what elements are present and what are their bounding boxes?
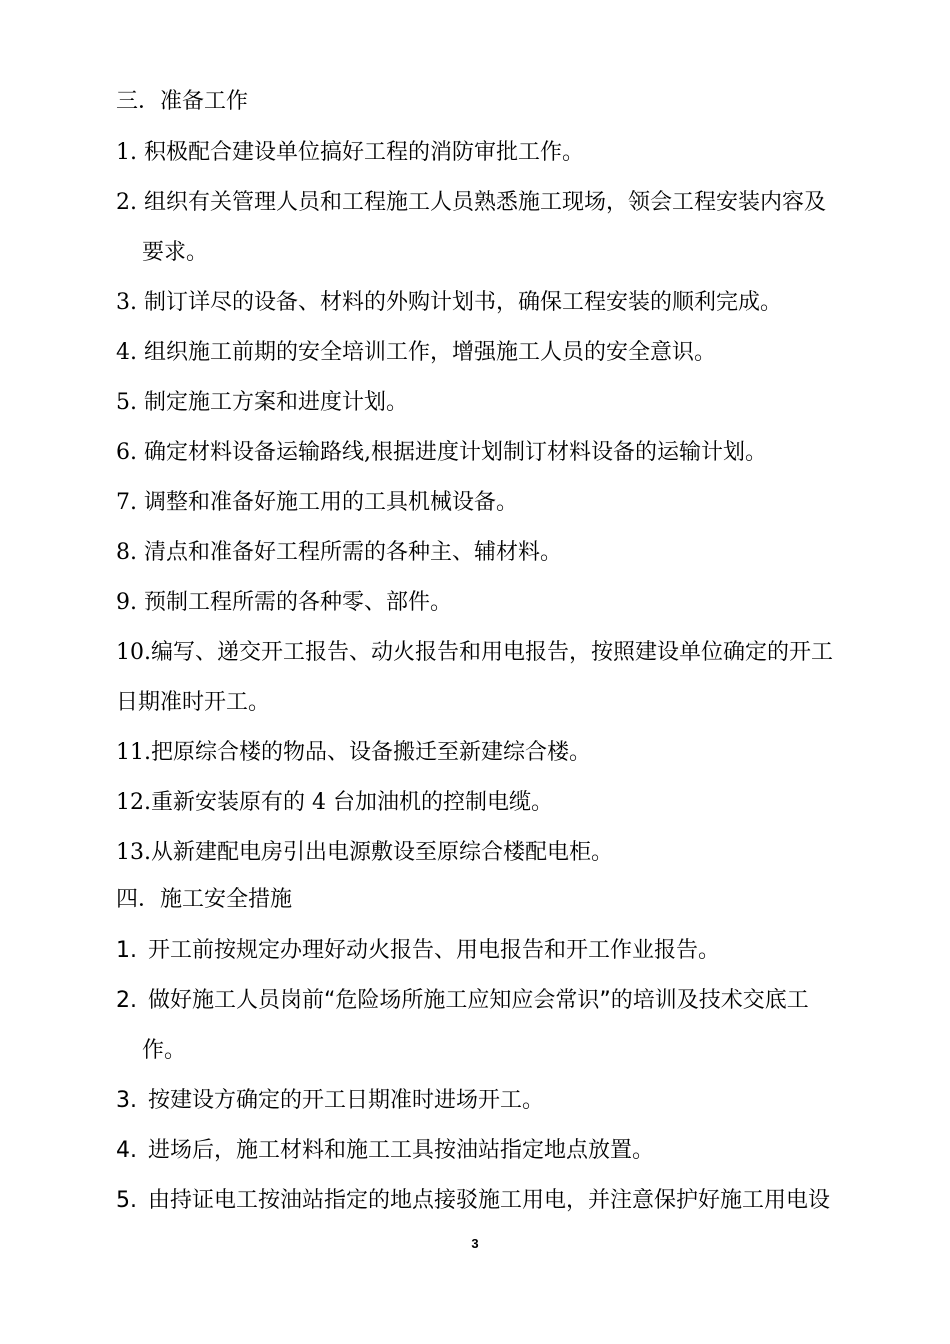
prep-item-8: 8. 清点和准备好工程所需的各种主、辅材料。	[116, 540, 562, 565]
prep-item-4: 4. 组织施工前期的安全培训工作，增强施工人员的安全意识。	[116, 340, 716, 365]
prep-item-12: 12.重新安装原有的 4 台加油机的控制电缆。	[116, 790, 553, 815]
prep-item-5: 5. 制定施工方案和进度计划。	[116, 390, 408, 415]
safety-item-1: 1. 开工前按规定办理好动火报告、用电报告和开工作业报告。	[116, 938, 721, 963]
safety-item-5: 5. 由持证电工按油站指定的地点接驳施工用电，并注意保护好施工用电设	[116, 1188, 831, 1213]
section-heading-preparation: 三．准备工作	[116, 89, 249, 114]
prep-item-11: 11.把原综合楼的物品、设备搬迁至新建综合楼。	[116, 740, 592, 765]
prep-item-9: 9. 预制工程所需的各种零、部件。	[116, 590, 452, 615]
prep-item-10: 10.编写、递交开工报告、动火报告和用电报告，按照建设单位确定的开工	[116, 640, 834, 665]
prep-item-13: 13.从新建配电房引出电源敷设至原综合楼配电柜。	[116, 840, 614, 865]
section-heading-safety: 四．施工安全措施	[116, 887, 293, 912]
safety-item-3: 3. 按建设方确定的开工日期准时进场开工。	[116, 1088, 545, 1113]
prep-item-7: 7. 调整和准备好施工用的工具机械设备。	[116, 490, 518, 515]
page-number: 3	[471, 1236, 479, 1251]
prep-item-2: 2. 组织有关管理人员和工程施工人员熟悉施工现场，领会工程安装内容及	[116, 190, 826, 215]
prep-item-1: 1. 积极配合建设单位搞好工程的消防审批工作。	[116, 140, 584, 165]
safety-item-4: 4. 进场后，施工材料和施工工具按油站指定地点放置。	[116, 1138, 655, 1163]
prep-item-10-continuation: 日期准时开工。	[116, 690, 271, 715]
prep-item-6: 6. 确定材料设备运输路线,根据进度计划制订材料设备的运输计划。	[116, 440, 767, 465]
safety-item-2: 2. 做好施工人员岗前“危险场所施工应知应会常识”的培训及技术交底工	[116, 988, 809, 1013]
safety-item-2-continuation: 作。	[142, 1038, 187, 1063]
prep-item-3: 3. 制订详尽的设备、材料的外购计划书，确保工程安装的顺利完成。	[116, 290, 782, 315]
prep-item-2-continuation: 要求。	[142, 240, 209, 265]
